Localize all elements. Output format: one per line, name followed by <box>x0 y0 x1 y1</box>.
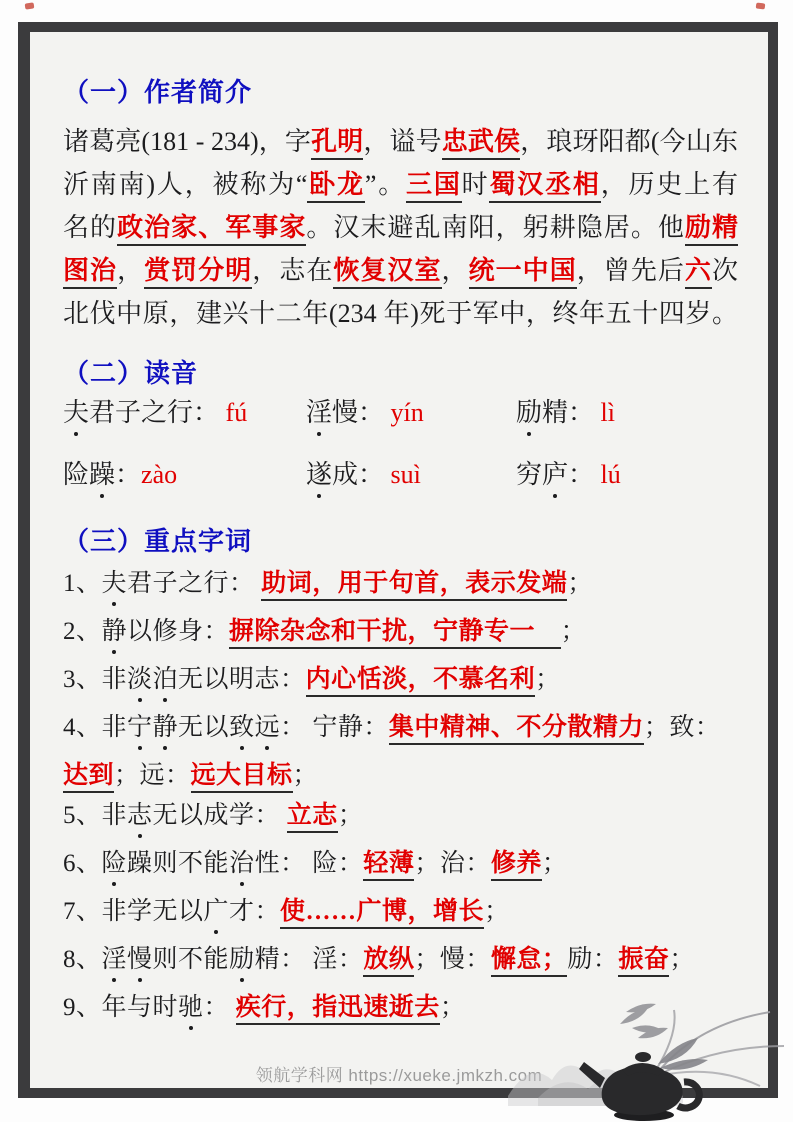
word-item-8: 8、淫慢则不能励精： 淫：放纵；慢：懈怠；励：振奋； <box>63 943 738 977</box>
word-item-5: 5、非志无以成学： 立志； <box>63 799 738 833</box>
intro-line-2: 沂南南)人，被称为“卧龙”。三国时蜀汉丞相，历史上有 <box>63 163 738 206</box>
red-corner-mark-right <box>756 2 766 9</box>
word-item-3: 3、非淡泊无以明志：内心恬淡，不慕名利； <box>63 663 738 697</box>
section-heading-pronunciation: （二）读音 <box>63 359 199 388</box>
word-item-1: 1、夫君子之行： 助词，用于句首，表示发端； <box>63 567 738 601</box>
pinyin-cell-5: 遂成： suì <box>306 460 421 489</box>
pinyin-cell-6: 穷庐： lú <box>516 460 621 489</box>
page-content <box>30 32 768 1039</box>
pinyin-cell-4: 险躁：zào <box>63 460 178 489</box>
page-background <box>30 32 768 1088</box>
red-corner-mark-left <box>25 2 35 9</box>
intro-line-4: 图治，赏罚分明，志在恢复汉室，统一中国，曾先后六次 <box>63 249 738 292</box>
word-item-9: 9、年与时驰： 疾行，指迅速逝去； <box>63 991 738 1025</box>
section-heading-key-words: （三）重点字词 <box>63 527 253 556</box>
word-item-2: 2、静以修身：摒除杂念和干扰，宁静专一 ； <box>63 615 738 649</box>
watermark-text: 领航学科网 https://xueke.jmkzh.com <box>255 1066 543 1085</box>
pinyin-cell-1: 夫君子之行： fú <box>63 398 248 427</box>
pinyin-cell-2: 淫慢： yín <box>306 398 424 427</box>
section-heading-author-intro: （一）作者简介 <box>63 78 253 107</box>
word-item-7: 7、非学无以广才：使……广博，增长； <box>63 895 738 929</box>
word-item-6: 6、险躁则不能治性： 险：轻薄；治：修养； <box>63 847 738 881</box>
intro-line-1: 诸葛亮(181 - 234)，字孔明，谥号忠武侯，琅玡阳都(今山东 <box>63 120 738 163</box>
word-item-4-continued: 达到；远：远大目标； <box>63 759 738 793</box>
bamboo-leaves <box>620 1004 668 1039</box>
intro-line-3: 名的政治家、军事家。汉末避乱南阳，躬耕隐居。他励精 <box>63 206 738 249</box>
pinyin-table <box>63 397 738 501</box>
word-item-4: 4、非宁静无以致远： 宁静：集中精神、不分散精力；致： <box>63 711 738 745</box>
pinyin-cell-3: 励精： lì <box>516 398 615 427</box>
ink-painting-teapot-art <box>508 994 793 1122</box>
intro-line-5: 北伐中原，建兴十二年(234 年)死于军中，终年五十四岁。 <box>63 299 738 328</box>
